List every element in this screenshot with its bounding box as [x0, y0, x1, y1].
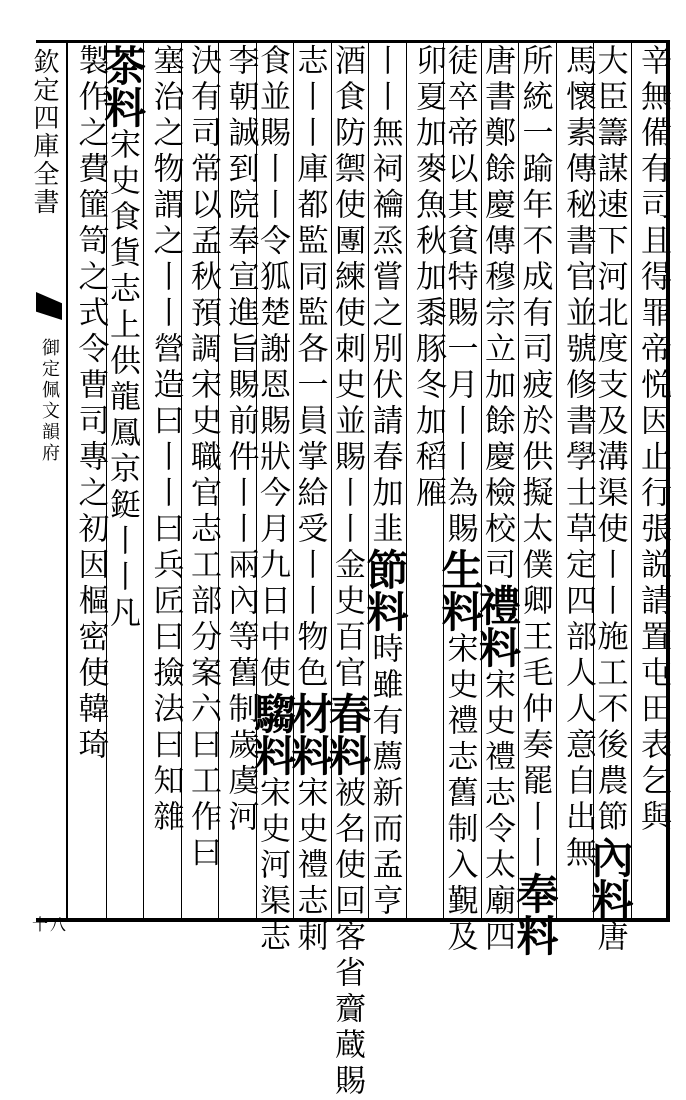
entry-text: 宋史禮志刺 — [291, 776, 328, 956]
entry-heading: 奉料 — [510, 872, 560, 956]
text-column — [181, 44, 219, 914]
entry-text: 被名使回客省齎蔵賜 — [329, 776, 365, 1100]
entry-text: 決有司常以孟秋預調 — [185, 44, 221, 368]
text-column — [406, 44, 444, 914]
entry-heading: 生料 — [435, 548, 485, 632]
text-columns — [68, 44, 671, 1100]
entry-text: 馬懷素傳秘書官並號修書學士草定四部人人意自出無 — [560, 44, 596, 872]
text-column — [285, 44, 335, 956]
entry-text: 李朝誠到院奉宣進旨賜前件丨丨兩內等 — [222, 44, 259, 656]
entry-text: 唐 — [591, 920, 628, 956]
entry-text: 丨丨無祠禴烝嘗之別伏請春加韭 — [366, 44, 403, 548]
text-column — [323, 44, 372, 1100]
text-column — [98, 44, 147, 914]
text-column — [510, 44, 560, 956]
entry-text: 時雖有薦新而孟亨 — [366, 632, 403, 920]
entry-heading: 內料 — [585, 836, 635, 920]
entry-text: 所統一踰年不成有司疲於供擬太僕卿王毛仲奏罷丨丨 — [516, 44, 553, 872]
fishtail-marker-icon — [36, 292, 62, 320]
text-column — [68, 44, 109, 914]
entry-text: 宋史禮志令太廟四 — [479, 668, 515, 956]
entry-heading: 騶料 — [248, 692, 297, 776]
page-number: 十八 — [32, 915, 69, 934]
entry-text: 辛無備有司且得罪帝悦因止行張説請置屯田表乞與 — [635, 44, 671, 836]
book-title: 御定佩文韻府 — [39, 338, 60, 464]
entry-text: 宋史禮志舊制入覲及 — [441, 632, 478, 956]
entry-heading: 節料 — [360, 548, 410, 632]
text-column — [631, 44, 669, 914]
entry-text: 宋史河渠志 — [254, 776, 290, 956]
entry-text: 志丨丨庫都監同監各一員掌給受丨丨物色 — [291, 44, 328, 692]
entry-text: 宋史食貨志上供龍鳳京鋌丨丨凡 — [104, 128, 140, 632]
entry-text: 酒食防禦使團練使刺史並賜丨丨金史百官 — [329, 44, 365, 692]
entry-text: 塞治之物謂之丨丨 — [147, 44, 184, 332]
text-column — [473, 44, 522, 956]
entry-text: 宋史職官志工部分案六曰工作曰 — [185, 368, 221, 872]
text-column — [218, 44, 259, 914]
entry-text: 舊制歲虞河 — [222, 656, 259, 836]
text-column — [585, 44, 635, 956]
text-column — [248, 44, 297, 956]
entry-text: 徒卒帝以其貧特賜一月丨丨為賜 — [441, 44, 478, 548]
entry-heading: 禮料 — [473, 584, 522, 668]
entry-heading: 春料 — [323, 692, 372, 776]
entry-text: 食並賜丨丨令狐楚謝恩賜狀今月九日中使 — [254, 44, 290, 692]
entry-text: 製作之費篚笥之式令曹司專之 — [72, 44, 109, 512]
entry-heading: 茶料 — [98, 44, 147, 128]
text-column — [360, 44, 410, 920]
edition-title: 欽定四庫全書 — [29, 48, 59, 216]
text-column — [556, 44, 594, 914]
entry-text: 唐書鄭餘慶傳穆宗立加餘慶檢校司 — [479, 44, 515, 584]
top-border — [36, 40, 670, 43]
entry-text: 營造曰丨丨曰兵匠曰撿法曰知雜 — [147, 332, 184, 836]
text-column — [435, 44, 485, 956]
text-column — [143, 44, 184, 914]
entry-heading: 材料 — [285, 692, 335, 776]
entry-text: 初因樞密使韓琦 — [72, 512, 109, 764]
entry-text: 大臣籌謀速下河北度支及溝渠使丨丨施工不後農節 — [591, 44, 628, 836]
entry-text: 卯夏加麥魚秋加黍豚冬加稻雁 — [410, 44, 446, 512]
